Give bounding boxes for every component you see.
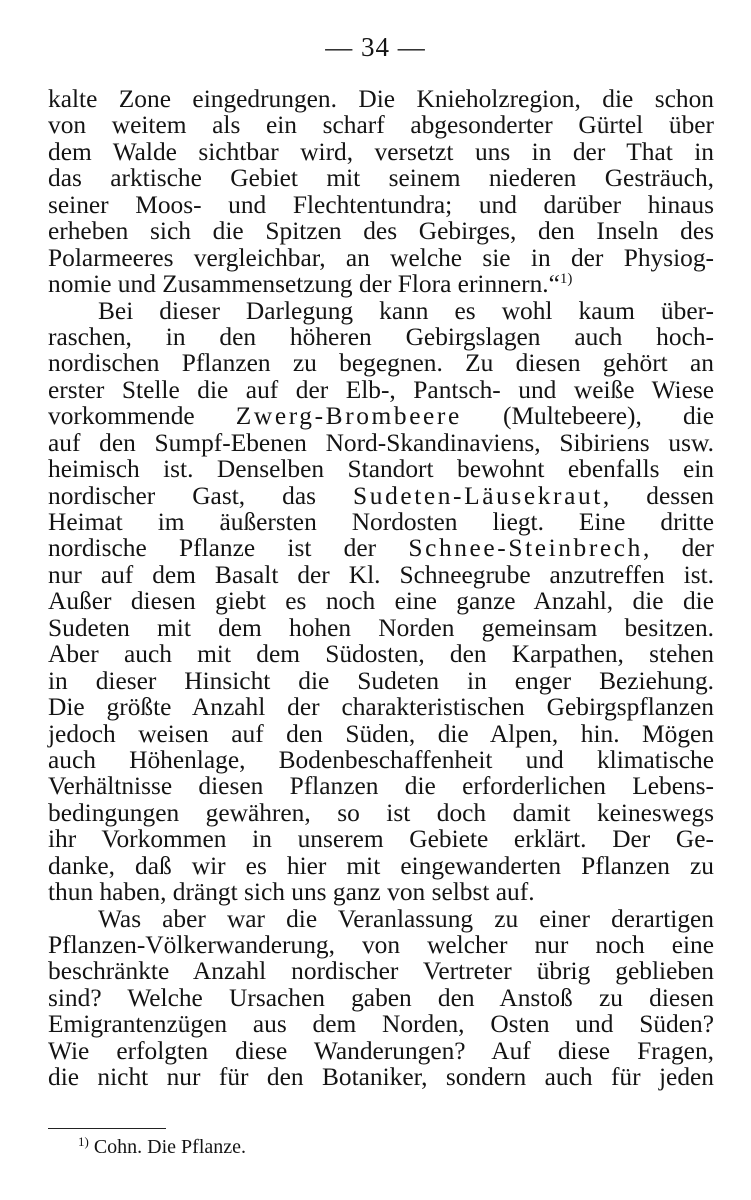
line-segment: (Multebeere), die [461, 402, 714, 431]
line-segment: nordischer Gast, das [48, 481, 354, 510]
text-line: Was aber war die Veranlassung zu einer derartigen [98, 904, 714, 933]
text-line: raschen, in den höheren Gebirgslagen auch hoch- [48, 322, 714, 351]
text-line: Pflanzen-Völkerwanderung, von welcher nur noch eine [48, 931, 714, 959]
text-line [48, 271, 714, 297]
text-line [48, 403, 714, 429]
text-line: Polarmeeres vergleichbar, an welche sie in der Physiog- [48, 243, 714, 272]
text-line: dem Walde sichtbar wird, versetzt uns in der That in [48, 137, 714, 166]
text-line: Bei dieser Darlegung kann es wohl kaum über- [98, 296, 714, 325]
text-line: Die größte Anzahl der charakteristischen Gebirgspflanzen [48, 693, 714, 722]
line-segment: vorkommende [48, 402, 236, 431]
footnote-rule [48, 1128, 166, 1129]
line-segment: , dessen [602, 481, 714, 510]
emphasized-plant-name: Zwerg-Brombeere [235, 402, 462, 431]
text-line: bedingungen gewähren, so ist doch damit keineswegs [48, 798, 714, 827]
text-line: nur auf dem Basalt der Kl. Schneegrube anzutreffen ist. [48, 560, 714, 589]
text-line: Heimat im äußersten Nordosten liegt. Eine dritte [48, 508, 714, 536]
text-line: das arktische Gebiet mit seinem niederen Gesträuch, [48, 164, 714, 193]
line-segment: nordische Pflanze ist der [48, 534, 409, 563]
text-line: seiner Moos- und Flechtentundra; und darüber hinaus [48, 190, 714, 219]
text-line: thun haben, drängt sich uns ganz von selbst auf. [48, 878, 535, 907]
footnote-reference: 1) [559, 271, 573, 288]
body-text [48, 86, 714, 1091]
text-line: von weitem als ein scharf abgesonderter Gürtel über [48, 111, 714, 140]
text-line: kalte Zone eingedrungen. Die Knieholzregion, die schon [48, 85, 714, 113]
text-line: nordischen Pflanzen zu begegnen. Zu diesen gehört an [48, 349, 714, 378]
footnote-text: Cohn. Die Pflanze. [93, 1136, 247, 1158]
text-line: Verhältnisse diesen Pflanzen die erforderlichen Lebens- [48, 772, 714, 801]
text-line: danke, daß wir es hier mit eingewanderten Pflanzen zu [48, 851, 714, 880]
text-line: heimisch ist. Denselben Standort bewohnt ebenfalls ein [48, 455, 714, 484]
page-number: — 34 — [325, 32, 426, 62]
text-line: Aber auch mit dem Südosten, den Karpathen, stehen [48, 640, 714, 669]
text-line: die nicht nur für den Botaniker, sondern auch für jeden [48, 1063, 714, 1092]
text-line: erheben sich die Spitzen des Gebirges, den Inseln des [48, 217, 714, 246]
footnote-marker: 1) [78, 1134, 89, 1149]
text-line: Wie erfolgten diese Wanderungen? Auf diese Fragen, [48, 1036, 714, 1065]
text-line: ihr Vorkommen in unserem Gebiete erklärt. Der Ge- [48, 825, 714, 854]
text-line: beschränkte Anzahl nordischer Vertreter übrig geblieben [48, 957, 714, 986]
text-line: sind? Welche Ursachen gaben den Anstoß zu diesen [48, 983, 714, 1012]
line-text: nomie und Zusammensetzung der Flora erinnern.“ [48, 270, 560, 299]
text-line: Sudeten mit dem hohen Norden gemeinsam besitzen. [48, 613, 714, 642]
text-line [48, 535, 714, 561]
text-line: auch Höhenlage, Bodenbeschaffenheit und klimatische [48, 745, 714, 774]
text-line: erster Stelle die auf der Elb-, Pantsch- und weiße Wiese [48, 375, 714, 404]
text-line: jedoch weisen auf den Süden, die Alpen, hin. Mögen [48, 719, 714, 748]
emphasized-plant-name: Sudeten-Läusekraut [353, 481, 603, 510]
text-line: auf den Sumpf-Ebenen Nord-Skandinaviens, Sibiriens usw. [48, 428, 714, 457]
line-segment: , der [642, 534, 714, 563]
text-line: in dieser Hinsicht die Sudeten in enger Beziehung. [48, 666, 714, 695]
text-line: Emigrantenzügen aus dem Norden, Osten und Süden? [48, 1010, 714, 1039]
text-line: Außer diesen giebt es noch eine ganze Anzahl, die die [48, 587, 714, 616]
text-line [48, 483, 714, 509]
emphasized-plant-name: Schnee-Steinbrech [408, 534, 643, 563]
footnote [78, 1134, 246, 1160]
